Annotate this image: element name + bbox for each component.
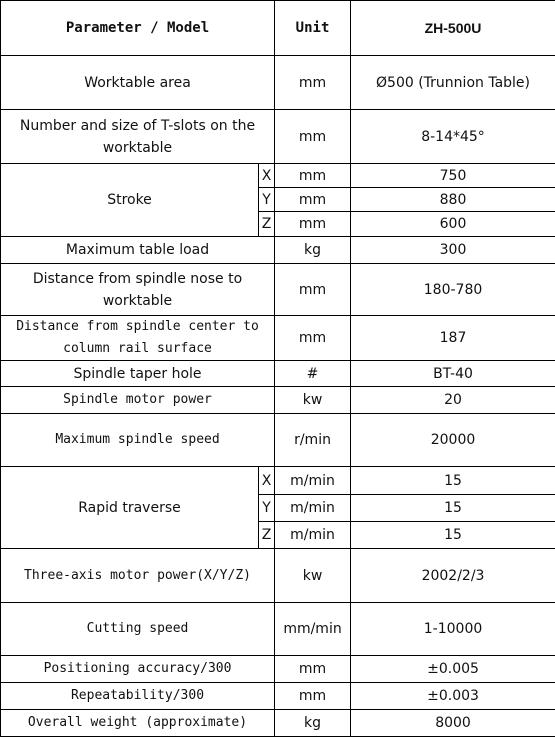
table-row <box>1 110 555 164</box>
row-value: ±0.005 <box>351 656 555 683</box>
row-unit: kg <box>275 237 351 264</box>
table-row <box>1 467 555 495</box>
row-label: Positioning accuracy/300 <box>1 656 275 683</box>
axis-label: X <box>259 467 275 495</box>
row-value: 180-780 <box>351 264 555 316</box>
table-row <box>1 414 555 467</box>
row-unit: mm <box>275 316 351 361</box>
row-value: BT-40 <box>351 361 555 387</box>
row-value: 15 <box>351 495 555 522</box>
row-label: Spindle taper hole <box>1 361 275 387</box>
row-unit: mm <box>275 164 351 188</box>
header-unit: Unit <box>275 1 351 56</box>
axis-label: Y <box>259 495 275 522</box>
row-value: 15 <box>351 467 555 495</box>
row-label: Worktable area <box>1 56 275 110</box>
axis-label: X <box>259 164 275 188</box>
table-row <box>1 361 555 387</box>
axis-label: Z <box>259 522 275 549</box>
row-value: 750 <box>351 164 555 188</box>
table-row <box>1 316 555 361</box>
row-unit: mm <box>275 56 351 110</box>
row-unit: kw <box>275 387 351 414</box>
table-row <box>1 683 555 710</box>
row-value: 880 <box>351 188 555 212</box>
row-label: Cutting speed <box>1 603 275 656</box>
row-unit: mm <box>275 212 351 237</box>
row-label: Repeatability/300 <box>1 683 275 710</box>
row-unit: r/min <box>275 414 351 467</box>
row-unit: kw <box>275 549 351 603</box>
row-label: Maximum table load <box>1 237 275 264</box>
row-label: Maximum spindle speed <box>1 414 275 467</box>
table-row <box>1 56 555 110</box>
row-value: 1-10000 <box>351 603 555 656</box>
row-label: Number and size of T-slots on the worktable <box>1 110 275 164</box>
row-unit: m/min <box>275 467 351 495</box>
row-unit: mm <box>275 656 351 683</box>
row-value: 300 <box>351 237 555 264</box>
row-value: 20 <box>351 387 555 414</box>
row-value: 8000 <box>351 710 555 737</box>
row-unit: m/min <box>275 495 351 522</box>
row-label: Three-axis motor power(X/Y/Z) <box>1 549 275 603</box>
row-unit: mm/min <box>275 603 351 656</box>
table-row <box>1 164 555 188</box>
row-unit: kg <box>275 710 351 737</box>
header-parameter: Parameter / Model <box>1 1 275 56</box>
row-unit: mm <box>275 188 351 212</box>
row-value: 600 <box>351 212 555 237</box>
table-row <box>1 387 555 414</box>
table-row <box>1 710 555 737</box>
table-row <box>1 603 555 656</box>
row-label: Spindle motor power <box>1 387 275 414</box>
row-unit: # <box>275 361 351 387</box>
row-label: Distance from spindle center to column rail surface <box>1 316 275 361</box>
row-value: 20000 <box>351 414 555 467</box>
row-unit: m/min <box>275 522 351 549</box>
header-row <box>1 1 555 56</box>
table-row <box>1 237 555 264</box>
table-row <box>1 264 555 316</box>
row-unit: mm <box>275 110 351 164</box>
row-value: Ø500 (Trunnion Table) <box>351 56 555 110</box>
row-value: 8-14*45° <box>351 110 555 164</box>
row-value: ±0.003 <box>351 683 555 710</box>
row-label: Overall weight (approximate) <box>1 710 275 737</box>
row-unit: mm <box>275 264 351 316</box>
row-value: 2002/2/3 <box>351 549 555 603</box>
row-label: Stroke <box>1 164 259 237</box>
row-value: 15 <box>351 522 555 549</box>
row-label: Distance from spindle nose to worktable <box>1 264 275 316</box>
row-unit: mm <box>275 683 351 710</box>
axis-label: Y <box>259 188 275 212</box>
table-row <box>1 656 555 683</box>
axis-label: Z <box>259 212 275 237</box>
header-model: ZH-500U <box>351 1 555 56</box>
row-label: Rapid traverse <box>1 467 259 549</box>
table-row <box>1 549 555 603</box>
row-value: 187 <box>351 316 555 361</box>
